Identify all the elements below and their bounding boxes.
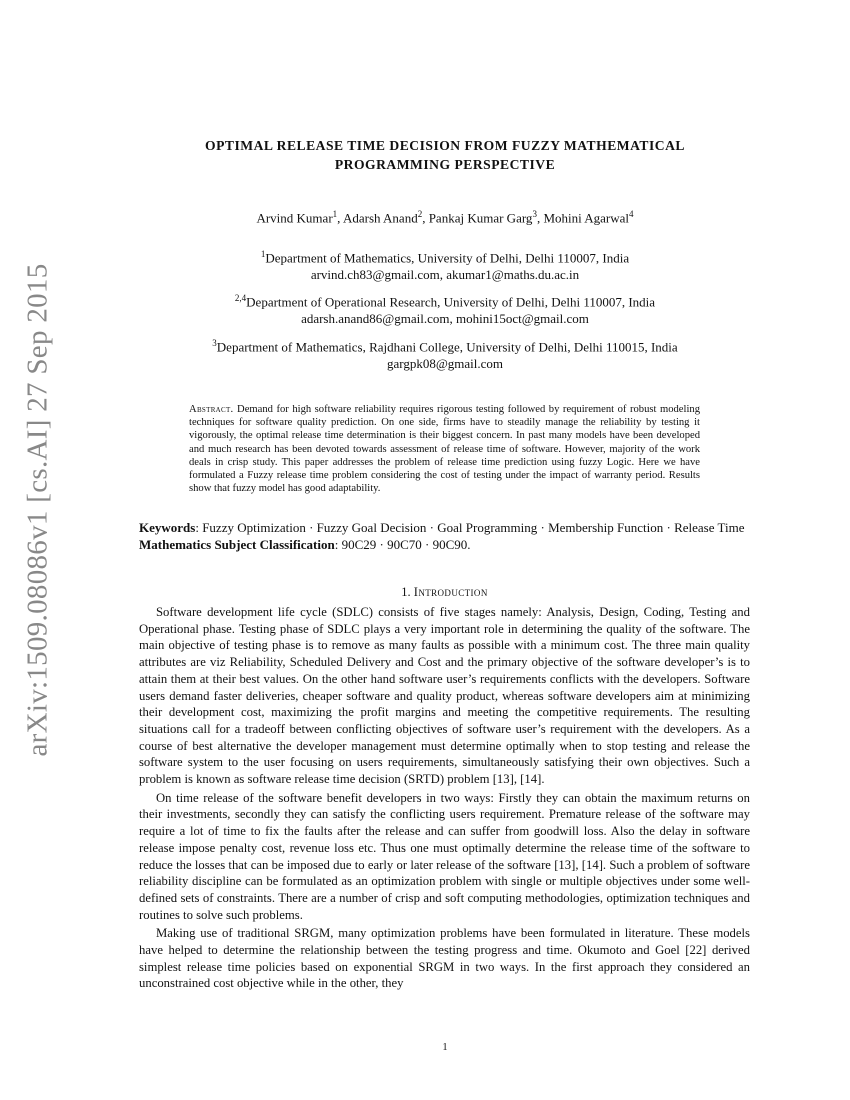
affiliation-dept: Department of Mathematics, University of Delhi, Delhi 110007, India xyxy=(265,250,630,266)
title-line-1: OPTIMAL RELEASE TIME DECISION FROM FUZZY MATHEMATICAL xyxy=(205,138,685,153)
affiliation xyxy=(120,335,770,372)
affiliation-sup: 1 xyxy=(260,249,266,259)
msc-label: Mathematics Subject Classification xyxy=(139,537,335,552)
section-heading xyxy=(139,585,750,600)
section-title: Introduction xyxy=(413,585,488,599)
author-name: Mohini Agarwal xyxy=(543,210,630,226)
author-sup: 4 xyxy=(629,209,634,219)
affiliation xyxy=(120,290,770,327)
page-number: 1 xyxy=(442,1042,448,1053)
keywords-block xyxy=(139,519,750,553)
arxiv-identifier: arXiv:1509.08086v1 [cs.AI] 27 Sep 2015 xyxy=(21,263,54,757)
affiliation-email: gargpk08@gmail.com xyxy=(386,356,504,372)
abstract xyxy=(189,403,700,495)
title-line-2: PROGRAMMING PERSPECTIVE xyxy=(334,157,556,172)
section-number: 1. xyxy=(401,585,411,599)
paper-title xyxy=(150,136,740,174)
author-sup: 3 xyxy=(532,209,537,219)
author-sup: 2 xyxy=(417,209,423,219)
affiliation xyxy=(120,246,770,283)
author-name: Adarsh Anand xyxy=(342,210,418,226)
arxiv-stamp xyxy=(8,263,68,757)
affiliation-email: arvind.ch83@gmail.com, akumar1@maths.du.ac.in xyxy=(310,267,580,283)
body-text xyxy=(139,604,750,992)
abstract-label: Abstract. xyxy=(189,404,234,415)
paragraph: Making use of traditional SRGM, many optimization problems have been formulated in literature. These models have helped to determine the relationship between the testing progress and time. Okumoto and Goel [22] derived simplest release time policies based on exponential SRGM in two ways. In the first approach they considered an unconstrained cost objective while in the other, they xyxy=(139,926,750,991)
affiliation-dept: Department of Operational Research, University of Delhi, Delhi 110007, India xyxy=(246,294,656,310)
msc-text: : 90C29 · 90C70 · 90C90. xyxy=(334,537,471,552)
affiliation-dept: Department of Mathematics, Rajdhani College, University of Delhi, Delhi 110015, India xyxy=(216,339,678,355)
keywords-label: Keywords xyxy=(139,520,196,535)
paragraph: Software development life cycle (SDLC) consists of five stages namely: Analysis, Design, Coding, Testing and Operational phase. Testing phase of SDLC plays a very important role in determining the quality of the software. The main objective of testing phase is to remove as many faults as possible with a minimum cost. The three main quality attributes are viz Reliability, Scheduled Delivery and Cost and the primary objective of the software developer’s is to attain them at their best values. On the other hand software user’s requirements conflicts with the developers. Software users demand faster deliveries, cheaper software and quality product, whereas software developers aim at minimizing their development cost, maximizing the profit margins and meeting the competitive requirements. The resulting situations call for a tradeoff between conflicting objectives of software user’s requirement with the developers. As a course of best alternative the developer management must determine optimally when to stop testing and release the software system to the user focusing on users requirements, simultaneously satisfying their own objectives. Such a problem is known as software release time decision (SRTD) problem [13], [14]. xyxy=(139,605,750,787)
author-sup: 1 xyxy=(332,209,338,219)
affiliation-sup: 3 xyxy=(212,338,217,348)
author-name: Arvind Kumar xyxy=(256,210,333,226)
affiliation-email: adarsh.anand86@gmail.com, mohini15oct@gmail.com xyxy=(301,311,589,327)
keywords-text: : Fuzzy Optimization · Fuzzy Goal Decision · Goal Programming · Membership Function · Release Time xyxy=(195,520,745,535)
author-name: Pankaj Kumar Garg xyxy=(428,210,533,226)
paragraph: On time release of the software benefit developers in two ways: Firstly they can obtain the maximum returns on their investments, secondly they can satisfy the conflicting users requirement. Premature release of the software may require a lot of time to fix the faults after the release and can suffer from goodwill loss. Also the delay in software release impose penalty cost, revenue loss etc. Thus one must optimally determine the release time of the software to reduce the losses that can be imposed due to early or later release of the software [13], [14]. Such a problem of software reliability discipline can be formulated as an optimization problem with single or multiple objectives under some well-defined sets of constraints. There are a number of crisp and soft computing methodologies, optimization techniques and routines to solve such problems. xyxy=(139,790,750,922)
author-list: Arvind Kumar$^1$, Adarsh Anand$^2$, Pankaj Kumar Garg$^3$, Mohini Agarwal$^4$ xyxy=(256,209,634,226)
affiliation-sup: 2,4 xyxy=(234,293,247,303)
abstract-text: Demand for high software reliability requires rigorous testing followed by requirement of robust modeling techniques for software quality prediction. On one side, firms have to steadily manage the reliability by testing it vigorously, the optimal release time determination is their biggest concern. In past many models have been developed and much research has been devoted towards assessment of release time of software. However, majority of the work deals in crisp study. This paper addresses the problem of release time prediction using fuzzy Logic. Here we have formulated a Fuzzy release time problem considering the cost of testing under the impact of warranty period. Results show that fuzzy model has good adaptability. xyxy=(189,404,700,495)
